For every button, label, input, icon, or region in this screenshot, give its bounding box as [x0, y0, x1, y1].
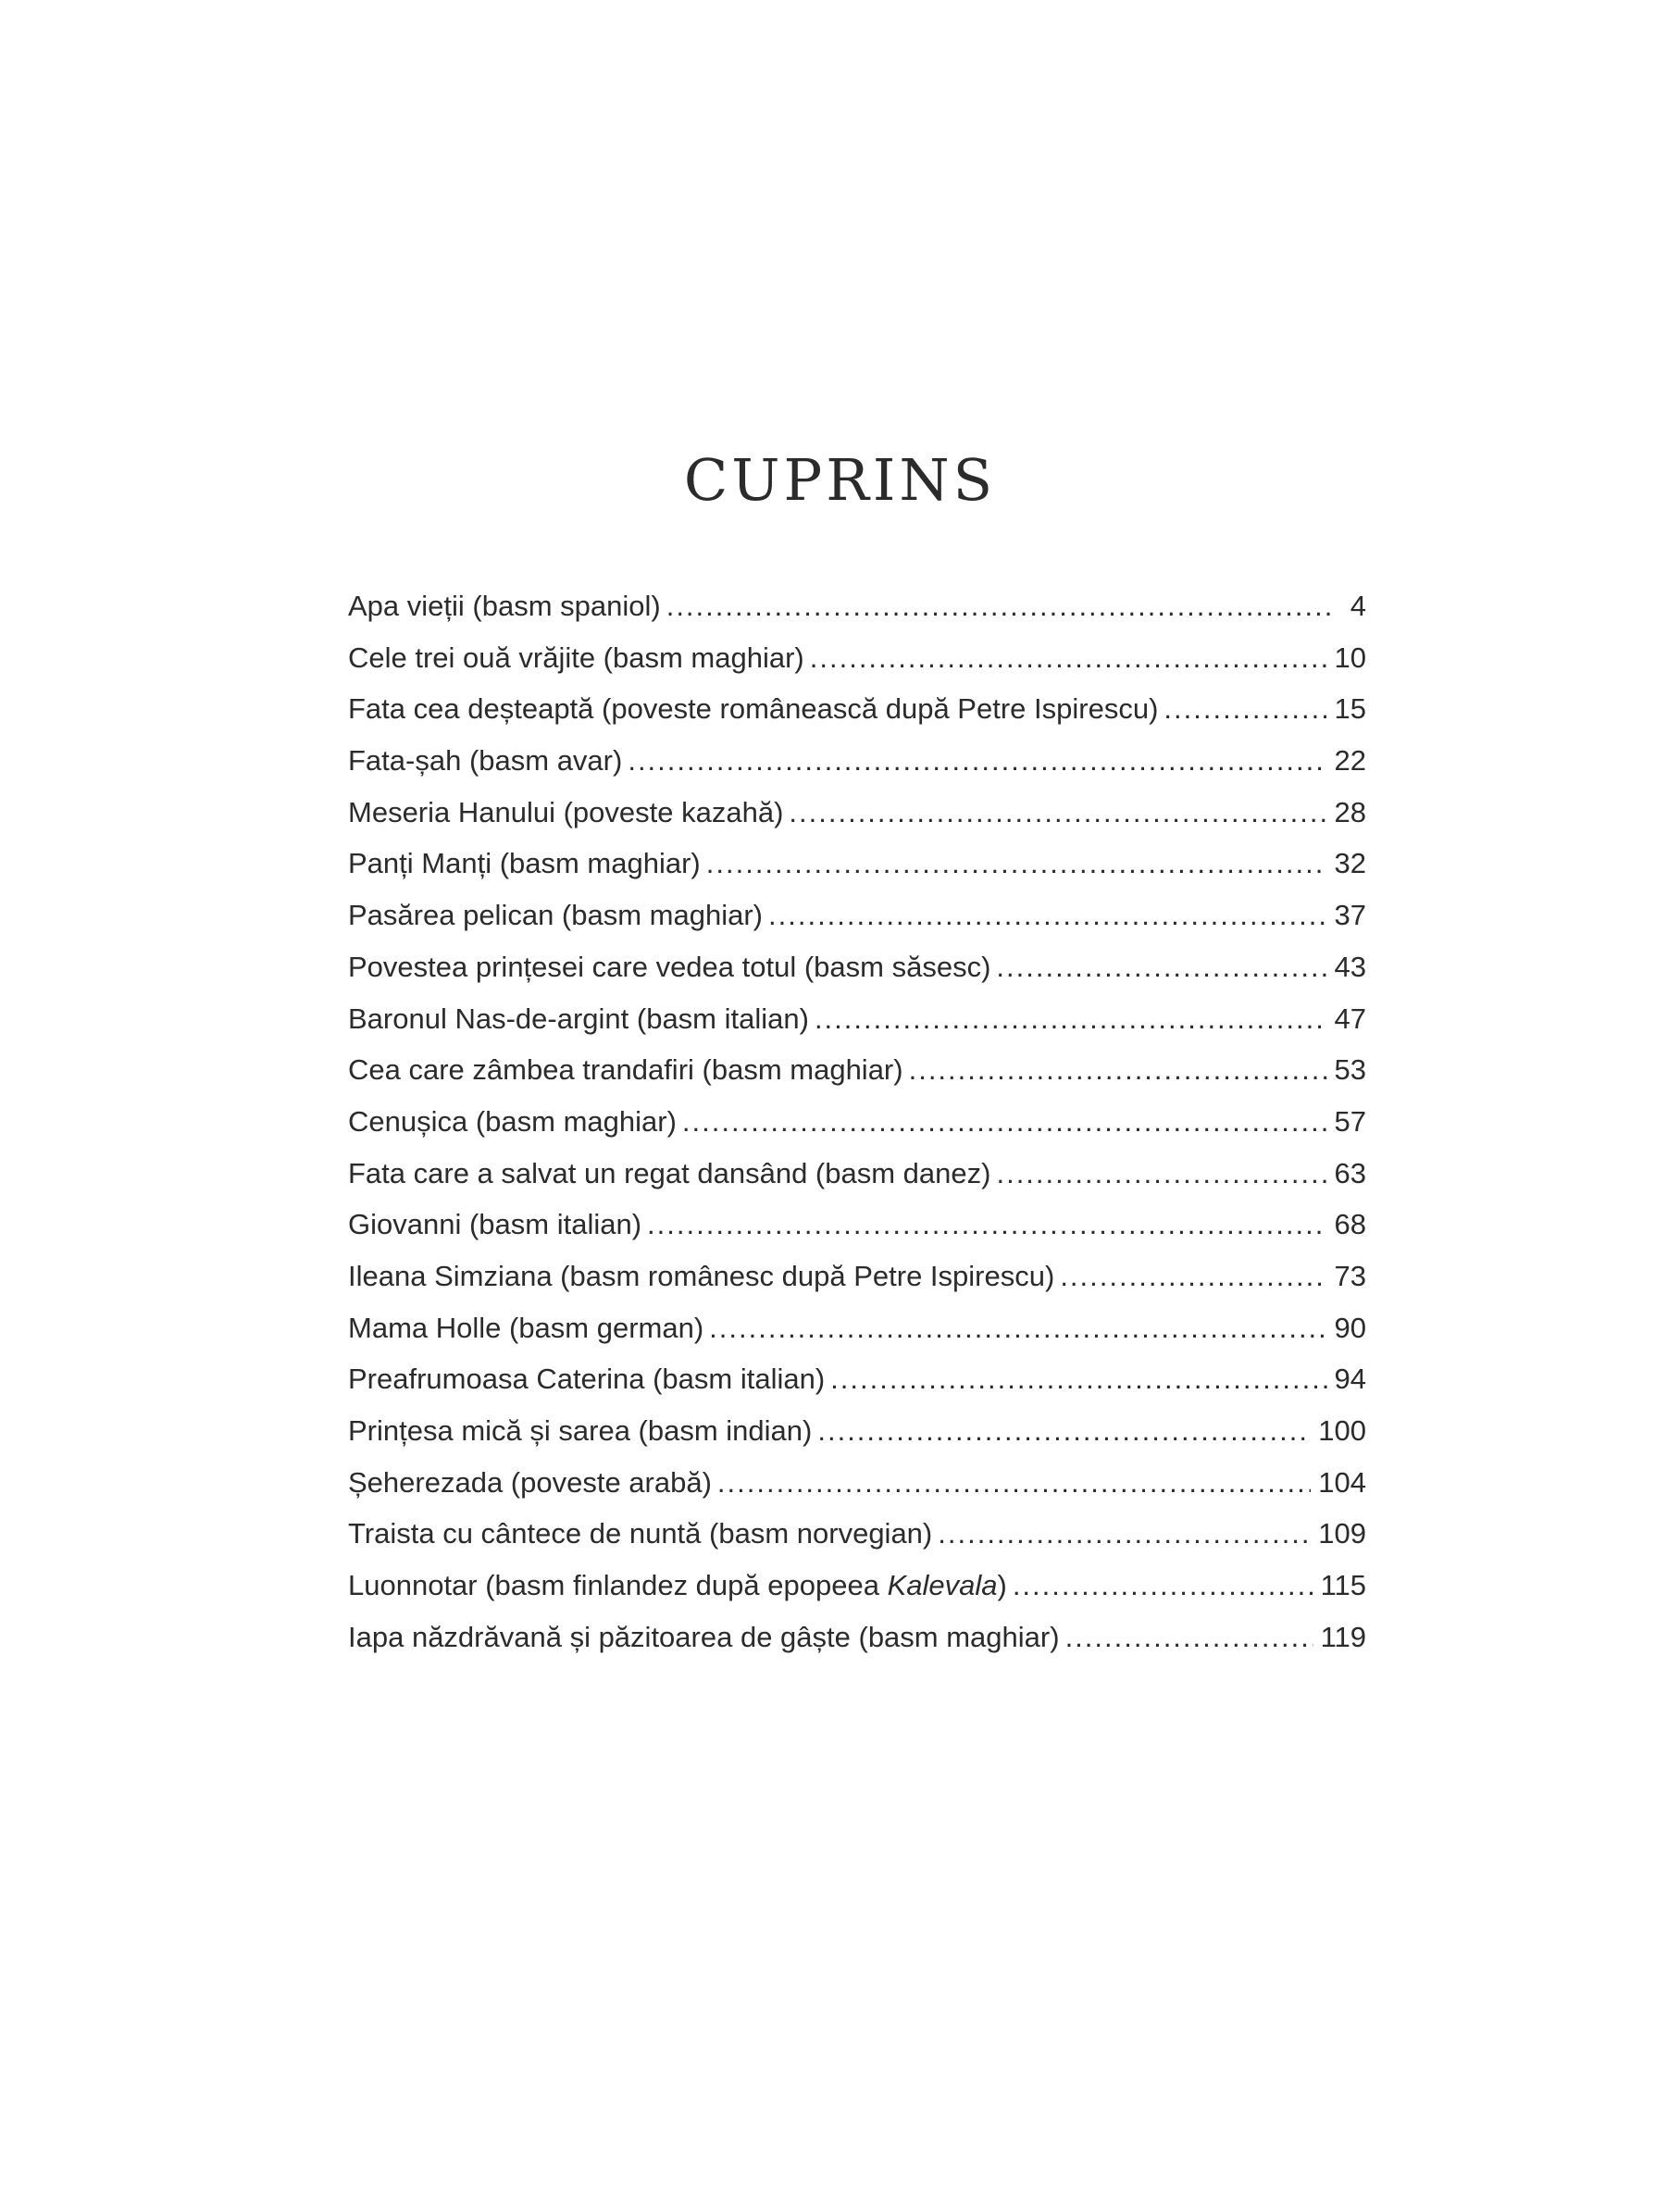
dot-leader: [709, 1302, 1326, 1354]
toc-entry-page-number: 90: [1334, 1311, 1366, 1344]
toc-entry-page-number: 63: [1334, 1156, 1366, 1189]
dot-leader: [830, 1353, 1326, 1405]
toc-entry-title-text: Șeherezada (poveste arabă): [348, 1465, 712, 1499]
toc-entry: [348, 890, 1366, 941]
dot-leader: [647, 1199, 1326, 1251]
dot-leader: [706, 838, 1327, 890]
toc-entry-page-number: 10: [1334, 641, 1366, 674]
toc-entry-title-text: Preafrumoasa Caterina (basm italian): [348, 1363, 826, 1396]
toc-entry: [348, 1457, 1366, 1509]
toc-entry-title: [348, 1508, 932, 1560]
toc-entry-title: [348, 838, 701, 890]
toc-entry-page-number: 28: [1334, 795, 1366, 828]
toc-entry-title-text: Cenușica (basm maghiar): [348, 1104, 677, 1138]
toc-entry-page-number: 37: [1334, 899, 1366, 932]
toc-entry-title-text: Luonnotar (basm finlandez după epopeea: [348, 1569, 888, 1602]
toc-entry-title-text: Iapa năzdrăvană și păzitoarea de gâște (basm maghiar): [348, 1620, 1060, 1653]
toc-entry-title: [348, 683, 1158, 735]
dot-leader: [666, 580, 1337, 632]
toc-entry-title: [348, 1199, 641, 1251]
toc-entry-title: [348, 787, 783, 839]
toc-entry-page-number: 53: [1334, 1053, 1366, 1087]
toc-entry-page-number: 32: [1334, 847, 1366, 880]
dot-leader: [909, 1044, 1327, 1096]
dot-leader: [996, 1148, 1326, 1200]
toc-entry-title: [348, 632, 804, 684]
toc-entry-title-text: Fata-șah (basm avar): [348, 744, 623, 778]
toc-entry-title-text: Pasărea pelican (basm maghiar): [348, 899, 763, 932]
toc-entry: [348, 993, 1366, 1045]
toc-entry-page-number: 100: [1318, 1414, 1366, 1447]
toc-entry-page-number: 22: [1334, 744, 1366, 778]
dot-leader: [628, 735, 1326, 787]
toc-entry-title: [348, 1302, 703, 1354]
toc-entry: [348, 580, 1366, 632]
toc-entry: [348, 1199, 1366, 1251]
toc-entry-page-number: 4: [1350, 590, 1366, 622]
toc-entry: [348, 735, 1366, 787]
toc-entry-title: [348, 993, 809, 1045]
dot-leader: [1164, 683, 1326, 735]
dot-leader: [996, 941, 1326, 993]
dot-leader: [789, 787, 1326, 839]
toc-entry-page-number: 109: [1318, 1517, 1366, 1550]
dot-leader: [815, 993, 1327, 1045]
dot-leader: [717, 1457, 1311, 1509]
toc-entry-page-number: 119: [1320, 1620, 1366, 1653]
dot-leader: [682, 1096, 1327, 1148]
toc-entry: [348, 1096, 1366, 1148]
toc-entry-title: [348, 1353, 825, 1405]
toc-entry-page-number: 47: [1334, 1002, 1366, 1035]
toc-entry-title-text: Panți Manți (basm maghiar): [348, 847, 701, 880]
toc-entry-title: [348, 735, 622, 787]
toc-entry-title-text: Fata care a salvat un regat dansând (basm danez): [348, 1156, 991, 1189]
toc-entry-title: [348, 1148, 990, 1200]
dot-leader: [768, 890, 1327, 941]
toc-entry: [348, 1148, 1366, 1200]
toc-entry: [348, 1508, 1366, 1560]
dot-leader: [938, 1508, 1311, 1560]
toc-entry-title: [348, 1044, 903, 1096]
toc-entry-title: [348, 1457, 712, 1509]
toc-entry-page-number: 94: [1334, 1363, 1366, 1396]
toc-entry-title-text: Apa vieții (basm spaniol): [348, 590, 661, 622]
toc-entry-title: [348, 1251, 1054, 1302]
toc-entry-title: [348, 1612, 1060, 1663]
toc-entry-title: [348, 941, 990, 993]
toc-entry-title-suffix: ): [997, 1569, 1007, 1602]
toc-entry: [348, 787, 1366, 839]
toc-entry-title: [348, 1096, 677, 1148]
toc-entry: [348, 1251, 1366, 1302]
toc-entry: [348, 838, 1366, 890]
dot-leader: [1060, 1251, 1326, 1302]
toc-entry: [348, 1612, 1366, 1663]
toc-entry-title-text: Prințesa mică și sarea (basm indian): [348, 1414, 813, 1447]
toc-entry-title-text: Povestea prințesei care vedea totul (basm săsesc): [348, 950, 991, 983]
toc-entry-page-number: 43: [1334, 950, 1366, 983]
toc-entry-title: [348, 1405, 812, 1457]
toc-entry-title: [348, 1560, 1007, 1612]
toc-entry-title-text: Giovanni (basm italian): [348, 1208, 642, 1241]
toc-entry-title-text: Mama Holle (basm german): [348, 1311, 704, 1344]
page-title: CUPRINS: [683, 445, 997, 514]
dot-leader: [817, 1405, 1311, 1457]
toc-entry: [348, 1405, 1366, 1457]
toc-entry: [348, 683, 1366, 735]
toc-entry-page-number: 68: [1334, 1208, 1366, 1241]
toc-entry-title-text: Ileana Simziana (basm românesc după Petre Ispirescu): [348, 1259, 1055, 1292]
toc-entry-title: [348, 890, 763, 941]
dot-leader: [810, 632, 1327, 684]
toc-entry-title-text: Baronul Nas-de-argint (basm italian): [348, 1002, 809, 1035]
toc-entry-title-text: Meseria Hanului (poveste kazahă): [348, 795, 784, 828]
toc-entry-page-number: 57: [1334, 1104, 1366, 1138]
toc-entry-page-number: 73: [1334, 1259, 1366, 1292]
toc-entry-page-number: 104: [1318, 1465, 1366, 1499]
toc-entry-title-text: Fata cea deșteaptă (poveste românească după Petre Ispirescu): [348, 692, 1159, 726]
toc-entry: [348, 1044, 1366, 1096]
table-of-contents: [348, 580, 1366, 1662]
toc-entry-page-number: 115: [1320, 1569, 1366, 1602]
toc-entry: [348, 1560, 1366, 1612]
toc-entry-title-text: Cea care zâmbea trandafiri (basm maghiar): [348, 1053, 903, 1087]
toc-entry-title-italic: Kalevala: [887, 1569, 998, 1602]
toc-entry-title: [348, 580, 661, 632]
toc-entry: [348, 1353, 1366, 1405]
toc-entry-page-number: 15: [1334, 692, 1366, 726]
toc-entry: [348, 632, 1366, 684]
toc-entry: [348, 941, 1366, 993]
toc-entry: [348, 1302, 1366, 1354]
dot-leader: [1065, 1612, 1313, 1663]
toc-entry-title-text: Traista cu cântece de nuntă (basm norvegian): [348, 1517, 933, 1550]
toc-entry-title-text: Cele trei ouă vrăjite (basm maghiar): [348, 641, 804, 674]
dot-leader: [1013, 1560, 1313, 1612]
